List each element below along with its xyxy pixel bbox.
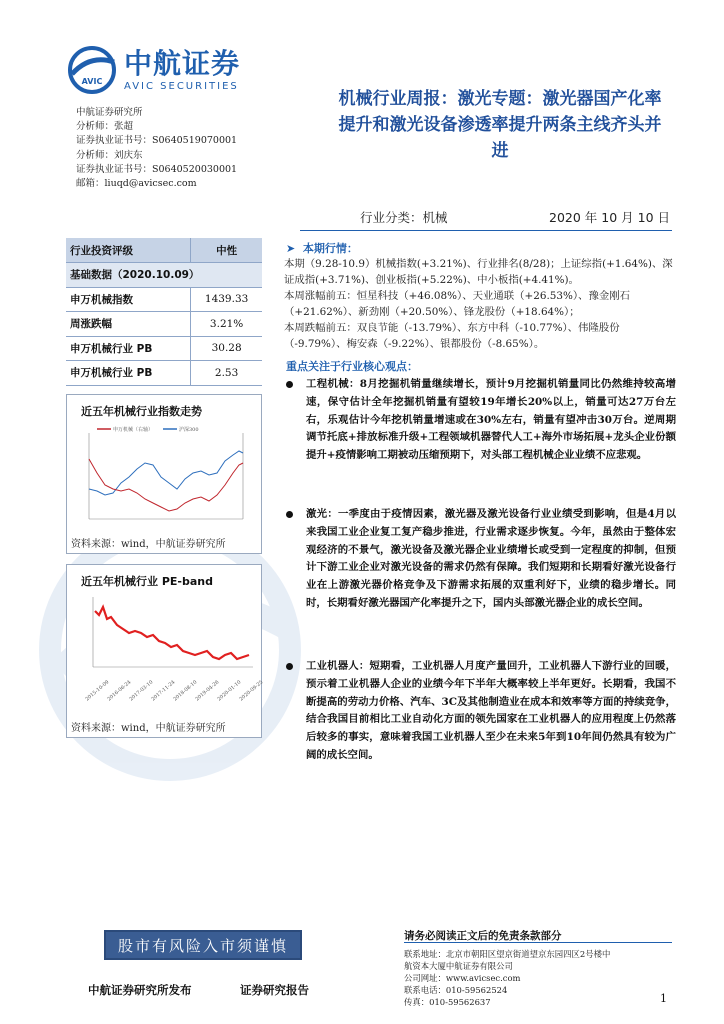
x-tick-label: 2019-04-26 bbox=[194, 679, 221, 703]
disclaimer-divider bbox=[404, 942, 672, 943]
row-value: 2.53 bbox=[191, 361, 262, 386]
row-key: 申万机械行业 PB bbox=[66, 336, 191, 361]
contact-line: 联系地址：北京市朝阳区望京街道望京东园四区2号楼中 bbox=[404, 949, 611, 959]
x-tick-label: 2020-09-25 bbox=[238, 679, 265, 703]
avic-logo-icon bbox=[66, 44, 118, 96]
info-line: 分析师：张超 bbox=[76, 121, 134, 133]
bullet-construction-machinery bbox=[286, 376, 676, 465]
brand-name-en: AVIC SECURITIES bbox=[124, 80, 239, 92]
table-row bbox=[66, 263, 262, 288]
legend-right: 沪深300 bbox=[179, 427, 199, 433]
contact-info bbox=[404, 948, 610, 1008]
weekly-paragraph: 本周涨幅前五：恒星科技（+46.08%）、天业通联（+26.53%）、豫金刚石（+21.62%）、新劲刚（+20.50%）、锋龙股份（+18.64%）； bbox=[284, 290, 631, 318]
index-trend-plot bbox=[67, 419, 261, 531]
title-line: 进 bbox=[491, 141, 509, 161]
chart-source: 资料来源：wind，中航证券研究所 bbox=[71, 539, 226, 550]
focus-heading: 重点关注于行业核心观点： bbox=[286, 360, 418, 373]
row-value: 1439.33 bbox=[191, 287, 262, 312]
row-value: 3.21% bbox=[191, 312, 262, 337]
arrow-icon: ➤ bbox=[286, 242, 303, 255]
row-value: 30.28 bbox=[191, 336, 262, 361]
pe-band-plot bbox=[67, 589, 265, 715]
series-machinery-line bbox=[89, 459, 243, 511]
contact-line: 联系电话：010-59562524 bbox=[404, 985, 508, 995]
x-tick-label: 2017-11-24 bbox=[150, 679, 177, 703]
rating-value: 中性 bbox=[191, 238, 262, 263]
disclaimer-title: 请务必阅读正文后的免责条款部分 bbox=[404, 930, 562, 942]
info-line: 证券执业证书号：S0640519070001 bbox=[76, 135, 238, 147]
legend-left: 申万机械（右轴） bbox=[113, 427, 154, 433]
report-meta bbox=[360, 208, 670, 226]
industry-category: 行业分类：机械 bbox=[360, 210, 448, 225]
info-line: 中航证券研究所 bbox=[76, 107, 143, 118]
risk-warning-banner: 股市有风险入市须谨慎 bbox=[104, 930, 302, 960]
chart-title: 近五年机械行业 PE-band bbox=[81, 575, 213, 588]
basic-data-table bbox=[66, 238, 262, 386]
base-data-label: 基础数据（2020.10.09） bbox=[66, 263, 262, 288]
rating-label: 行业投资评级 bbox=[66, 238, 191, 263]
report-title bbox=[300, 86, 700, 164]
table-row bbox=[66, 287, 262, 312]
x-tick-label: 2020-01-10 bbox=[216, 679, 243, 703]
svg-text:AVIC: AVIC bbox=[81, 77, 103, 86]
x-tick-label: 2018-08-10 bbox=[172, 679, 199, 703]
x-tick-label: 2015-10-09 bbox=[84, 679, 111, 703]
x-tick-labels bbox=[84, 679, 264, 702]
bullet-industrial-robot bbox=[286, 658, 676, 765]
info-line: 证券执业证书号：S0640520030001 bbox=[76, 163, 238, 175]
row-key: 申万机械指数 bbox=[66, 287, 191, 312]
chart-title: 近五年机械行业指数走势 bbox=[81, 405, 202, 418]
brand-name-cn: 中航证券 bbox=[124, 46, 241, 80]
bullet-text: 激光：一季度由于疫情因素，激光器及激光设备行业业绩受到影响，但是4月以来我国工业企业复工复产稳步推进，行业需求逐步恢复。今年，虽然由于整体宏观经济的不景气，激光设备及激光器企业业绩增长或受到一定程度的抑制，但预计下游工业企业对激光设备的需求仍然有保障。我们短期和长期看好激光设备行业在上游激光器价格竞争及下游需求拓展的双重利好下，业绩的稳步增长。同时，长期看好激光器国产化率提升之下，国内头部激光器企业的成长空间。 bbox=[306, 508, 676, 609]
brand-logo bbox=[66, 44, 240, 96]
bullet-dot-icon bbox=[286, 511, 293, 518]
contact-line: 传真：010-59562637 bbox=[404, 997, 491, 1007]
table-row bbox=[66, 238, 262, 263]
header-divider bbox=[300, 230, 672, 231]
row-key: 周涨跌幅 bbox=[66, 312, 191, 337]
chart-source: 资料来源：wind，中航证券研究所 bbox=[71, 723, 226, 734]
table-row bbox=[66, 312, 262, 337]
bullet-dot-icon bbox=[286, 381, 293, 388]
bullet-text: 工业机器人：短期看，工业机器人月度产量回升，工业机器人下游行业的回暖，预示着工业机器人企业的业绩今年下半年大概率较上半年更好。长期看，我国不断提高的劳动力价格、汽车、3C及其他制造业在成本和效率等方面的持续竞争，结合我国目前相比工业自动化方面的领先国家在工业机器人的应用程度上仍然落后较多的事实，意味着我国工业机器人至少在未来5年到10年间仍然具有较为广阔的成长空间。 bbox=[306, 660, 676, 761]
index-trend-chart bbox=[66, 394, 262, 554]
weekly-text bbox=[284, 256, 676, 352]
weekly-paragraph: 本期（9.28-10.9）机械指数(+3.21%)、行业排名(8/28)；上证综指(+1.64%)、深证成指(+3.71%)、创业板指(+5.22%)、中小板指(+4.41%)。 bbox=[284, 258, 673, 286]
info-line: 邮箱：liuqd@avicsec.com bbox=[76, 178, 197, 190]
report-type-label: 证券研究报告 bbox=[240, 983, 309, 997]
analyst-info bbox=[76, 106, 237, 191]
bullet-laser bbox=[286, 506, 676, 613]
weekly-section-head bbox=[286, 240, 358, 256]
pe-series-line bbox=[95, 607, 249, 659]
x-tick-label: 2017-03-10 bbox=[128, 679, 155, 703]
title-line: 提升和激光设备渗透率提升两条主线齐头并 bbox=[338, 115, 662, 135]
row-key: 申万机械行业 PB bbox=[66, 361, 191, 386]
info-line: 分析师：刘庆东 bbox=[76, 149, 143, 161]
contact-line: 航资本大厦中航证券有限公司 bbox=[404, 961, 513, 971]
report-date: 2020 年 10 月 10 日 bbox=[549, 210, 670, 225]
bullet-dot-icon bbox=[286, 663, 293, 670]
table-row bbox=[66, 361, 262, 386]
x-tick-label: 2016-06-24 bbox=[106, 679, 133, 703]
table-row bbox=[66, 336, 262, 361]
weekly-paragraph: 本周跌幅前五：双良节能（-13.79%）、东方中科（-10.77%）、伟隆股份（-9.79%）、梅安森（-9.22%）、银都股份（-8.65%）。 bbox=[284, 322, 620, 350]
weekly-heading: 本期行情： bbox=[302, 242, 358, 255]
pe-band-chart bbox=[66, 564, 265, 738]
title-line: 机械行业周报：激光专题：激光器国产化率 bbox=[338, 89, 662, 109]
page-number: 1 bbox=[660, 992, 667, 1005]
publisher-label: 中航证券研究所发布 bbox=[88, 983, 192, 997]
bullet-text: 工程机械：8月挖掘机销量继续增长，预计9月挖掘机销量同比仍然维持较高增速，保守估计全年挖掘机销量有望较19年增长20%以上，销量可达27万台左右，乐观估计今年挖机销量增速或在30%左右，销量有望冲击30万台。逆周期调节托底+排放标准升级+工程领域机器替代人工+海外市场拓展+龙头企业份额提升+疫情影响工期被动压缩预期下，对头部工程机械企业业绩不应悲观。 bbox=[306, 378, 676, 462]
contact-line: 公司网址：www.avicsec.com bbox=[404, 973, 521, 983]
